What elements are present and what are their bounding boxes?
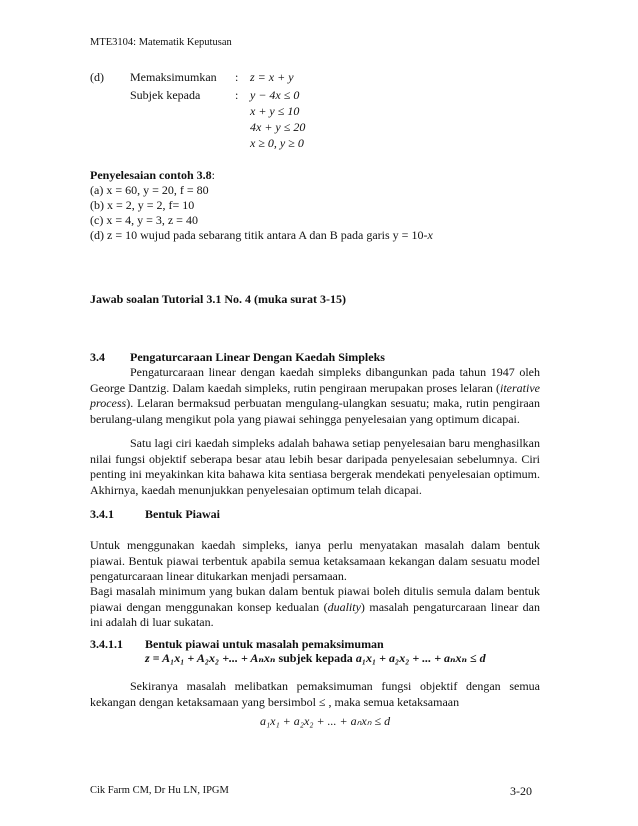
solution-c: (c) x = 4, y = 3, z = 40 [90,213,198,227]
general-inequality: a₁x₁ + a₂x₂ + ... + aₙxₙ ≤ d [260,714,391,728]
constraint-1: y − 4x ≤ 0 [250,88,300,102]
section-341-number: 3.4.1 [90,507,114,521]
problem-d-label: (d) [90,70,104,84]
section-3411-para-text: Sekiranya masalah melibatkan pemaksimuman fungsi objektif dengan semua kekangan dengan ketaksamaan yang bersimbol ≤ , maka semua ketaksamaan [90,679,540,709]
para1-text-a: Pengaturcaraan linear dengan kaedah simpleks dibangunkan pada tahun 1947 oleh George Dantzig. Dalam kaedah simpleks, rutin pengiraan merupakan proses lelaran ( [90,365,540,395]
section-34-number: 3.4 [90,350,105,364]
section-3411-number: 3.4.1.1 [90,637,123,651]
solution-d [90,228,433,243]
para2-text: Satu lagi ciri kaedah simpleks adalah bahawa setiap penyelesaian baru menghasilkan nilai fungsi objektif seberapa besar atau lebih besar daripada penyelesaian sebelumnya. Ciri penting ini meyakinkan kita bahawa kita sentiasa bergerak mendekati penyelesaian optimum. Akhirnya, kaedah menunjukkan penyelesaian optimum telah dicapai. [90,436,540,497]
para2b-text-italic: duality [327,599,361,614]
page-header-title: MTE3104: Matematik Keputusan [90,37,232,48]
section-3411-title: Bentuk piawai untuk masalah pemaksimuman [145,637,384,651]
solution-d-text: (d) z = 10 wujud pada sebarang titik antara A dan B pada garis y = 10- [90,228,428,242]
formula-subject: subjek kepada [278,651,353,665]
standard-form-formula [145,651,486,666]
formula-objective: z = A₁x₁ + A₂x₂ +... + Aₙxₙ [145,651,276,665]
subject-label: Subjek kepada [130,88,201,102]
maximize-label: Memaksimumkan [130,70,217,84]
solutions-heading [90,168,215,183]
constraint-2: x + y ≤ 10 [250,104,300,118]
subject-colon: : [235,88,239,102]
footer-authors: Cik Farm CM, Dr Hu LN, IPGM [90,785,229,796]
footer-page-number: 3-20 [510,784,532,798]
section-341-para-2 [90,584,540,631]
objective-function: z = x + y [250,70,294,84]
section-34-para-2 [90,436,540,498]
tutorial-note: Jawab soalan Tutorial 3.1 No. 4 (muka surat 3-15) [90,292,347,306]
para2b-text-c: ) masalah pengaturcaraan linear dan ini adalah di luar sukatan. [90,599,540,629]
solutions-heading-colon: : [211,168,216,182]
solutions-heading-text: Penyelesaian contoh 3.8 [90,168,212,182]
constraint-3: 4x + y ≤ 20 [250,120,306,134]
maximize-colon: : [235,70,239,84]
section-3411-para [90,679,540,710]
section-341-para-1: Untuk menggunakan kaedah simpleks, ianya perlu menyatakan masalah dalam bentuk piawai. Bentuk piawai terbentuk apabila semua ketaksamaan kekangan dalam sesuatu model pengaturcaraan linear ditukarkan menjadi persamaan. [90,538,540,583]
section-34-title: Pengaturcaraan Linear Dengan Kaedah Simpleks [130,350,385,364]
constraint-4: x ≥ 0, y ≥ 0 [250,136,304,150]
section-341-title: Bentuk Piawai [145,507,221,521]
formula-constraint: a₁x₁ + a₂x₂ + ... + aₙxₙ ≤ d [355,651,486,665]
section-34-para-1 [90,365,540,427]
solution-a: (a) x = 60, y = 20, f = 80 [90,183,209,197]
para1-text-italic: iterative process [90,380,540,410]
solution-d-var: x [427,228,433,242]
para2b-text-a: Bagi masalah minimum yang bukan dalam bentuk piawai boleh ditulis semula dalam bentuk piawai dengan menggunakan konsep kedualan ( [90,584,540,614]
para1-text-c: ). Lelaran bermaksud perbuatan mengulang-ulangkan sesuatu; maka, rutin pengiraan berulang-ulang mengikut pola yang piawai sehingga penyelesaian yang optimum dicapai. [90,396,540,426]
solution-b: (b) x = 2, y = 2, f= 10 [90,198,195,212]
